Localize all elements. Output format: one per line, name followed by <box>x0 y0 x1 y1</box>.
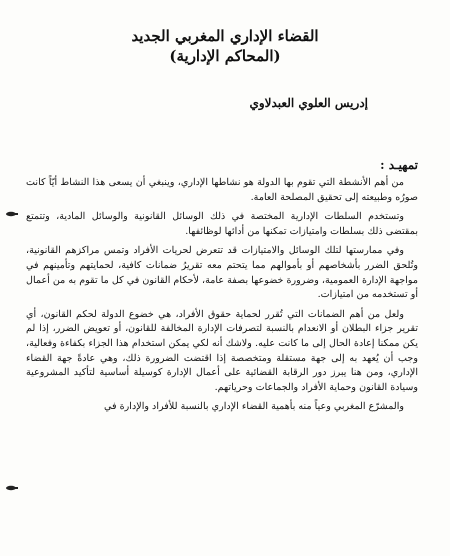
paragraph: وفي ممارستها لتلك الوسائل والامتيازات قد تتعرض لحريات الأفراد وتمس مراكزهم القانونية، وتُلحق الضرر بأشخاصهم أو بأموالهم مما يتحتم معه تقريرُ ضمانات كافية، لحمايتهم وتأمينهم في مواجهة الإدارة العمومية، وضرورة خضوعها بصفة عامة، لأحكام القانون في كل ما تقوم به من أعمال أو تستخدمه من امتيازات. <box>26 245 418 301</box>
paragraph: وتستخدم السلطات الإدارية المختصة في ذلك الوسائل القانونية والوسائل المادية، وتتمتع بمقتضى ذلك بسلطات وامتيازات تمكنها من أدائها لوظائفها. <box>26 211 418 237</box>
paragraph: والمشرّع المغربي وعياً منه بأهمية القضاء الإداري بالنسبة للأفراد والإدارة في <box>104 401 404 413</box>
author-name: إدريس العلوي العبدلاوي <box>249 96 368 110</box>
document-title: القضاء الإداري المغربي الجديد <box>131 27 319 45</box>
binding-hole-mark-icon <box>4 484 18 492</box>
section-heading: تمهيـد : <box>380 158 418 172</box>
paragraph: من أهم الأنشطة التي تقوم بها الدولة هو نشاطها الإداري، وينبغي أن يسعى هذا النشاط أيّاً كانت صورُه وطبيعته إلى تحقيق المصلحة العامة. <box>26 177 418 203</box>
paragraph: ولعل من أهم الضمانات التي تُقرر لحماية حقوق الأفراد، هي خضوع الدولة لحكم القانون، أي تقرير جزاء البطلان أو الانعدام بالنسبة لتصرفات الإدارة المخالفة للقانون، أو تعويض الضرر، إذا لم يكن ممكنا إعادة الحال إلى ما كانت عليه. ولاشك أنه لكي يمكن استخدام هذا الجزاء بكفاءة وفعالية، وجب أن يُعهد به إلى جهة مستقلة ومتخصصة إذا اقتضت الضرورة ذلك، وهي عادةً جهة القضاء الإداري، ومن هنا يبرز دور الرقابة القضائية على أعمال الإدارة كوسيلة أساسية لتأكيد المشروعية وسيادة القانون وحماية الأفراد والجماعات وحرياتهم. <box>26 308 418 393</box>
body-text <box>26 176 418 420</box>
document-subtitle: (المحاكم الإدارية) <box>169 47 281 65</box>
binding-hole-mark-icon <box>4 210 18 218</box>
